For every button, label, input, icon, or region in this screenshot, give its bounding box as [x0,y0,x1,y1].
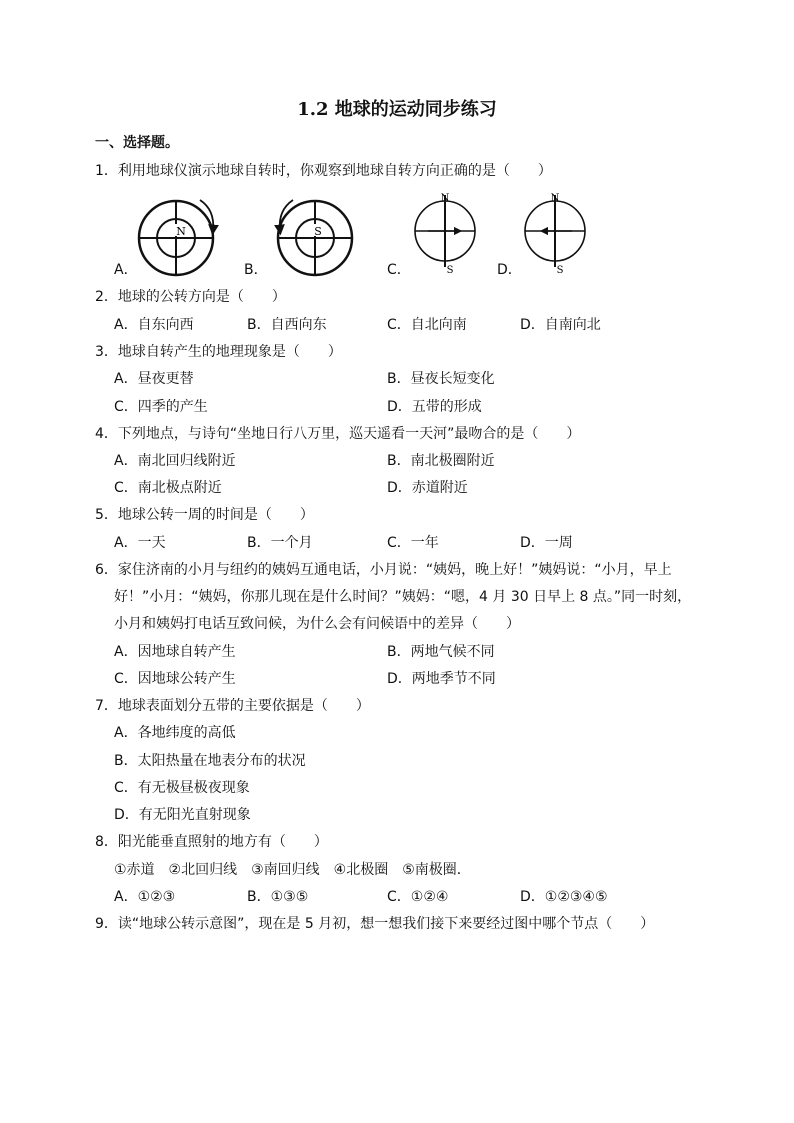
question-3-option-c[interactable]: C．四季的产生 [114,399,208,415]
figure-c-south-label: S [446,265,454,276]
section-heading: 一、选择题。 [95,135,179,151]
question-6-stem-line-3: 小月和姨妈打电话互致问候，为什么会有问候语中的差异（ ） [114,616,520,632]
question-3-stem: 3．地球自转产生的地理现象是（ ） [95,344,342,360]
question-4-option-c[interactable]: C．南北极点附近 [114,480,222,496]
figure-a-globe-icon [139,200,213,275]
question-3-option-d[interactable]: D．五带的形成 [387,399,482,415]
question-4-stem: 4．下列地点，与诗句“坐地日行八万里，巡天遥看一天河”最吻合的是（ ） [95,426,581,442]
figure-c-globe-icon [415,193,475,276]
question-1-option-b[interactable]: B． [244,262,268,278]
page-title: 1.2 地球的运动同步练习 [297,99,497,120]
question-6-stem-line-1: 6．家住济南的小月与纽约的姨妈互通电话，小月说：“姨妈，晚上好！”姨妈说：“小月，早上 [95,562,672,578]
question-8-option-b[interactable]: B．①③⑤ [247,889,309,905]
question-4-option-b[interactable]: B．南北极圈附近 [387,453,495,469]
question-7-option-d[interactable]: D．有无阳光直射现象 [114,807,251,823]
question-6-option-b[interactable]: B．两地气候不同 [387,644,495,660]
figure-b-center-label: S [314,225,322,238]
question-1-option-c[interactable]: C． [387,262,411,278]
question-2-option-d[interactable]: D．自南向北 [520,317,601,333]
question-5-option-b[interactable]: B．一个月 [247,535,313,551]
question-8-option-a[interactable]: A．①②③ [114,889,176,905]
question-7-stem: 7．地球表面划分五带的主要依据是（ ） [95,698,370,714]
figure-d-north-label: N [550,193,560,204]
question-5-option-c[interactable]: C．一年 [387,535,439,551]
question-8-option-c[interactable]: C．①②④ [387,889,449,905]
question-1-figures [0,185,794,305]
question-8-items: ①赤道 ②北回归线 ③南回归线 ④北极圈 ⑤南极圈． [114,862,471,878]
figure-a-center-label: N [176,225,186,238]
figure-d-south-label: S [556,265,564,276]
question-8-option-d[interactable]: D．①②③④⑤ [520,889,608,905]
question-9-stem: 9．读“地球公转示意图”，现在是 5 月初，想一想我们接下来要经过图中哪个节点（ ） [95,916,655,932]
question-6-stem-line-2: 好！”小月：“姨妈，你那儿现在是什么时间？”姨妈：“嗯，4 月 30 日早上 8 点。”同一时刻， [114,589,692,605]
question-6-option-a[interactable]: A．因地球自转产生 [114,644,236,660]
question-7-option-b[interactable]: B．太阳热量在地表分布的状况 [114,753,306,769]
question-1-option-d[interactable]: D． [497,262,522,278]
question-2-option-a[interactable]: A．自东向西 [114,317,194,333]
question-2-stem: 2．地球的公转方向是（ ） [95,289,286,305]
figure-d-globe-icon [525,193,585,276]
question-6-option-c[interactable]: C．因地球公转产生 [114,671,236,687]
figure-c-north-label: N [440,193,450,204]
question-6-option-d[interactable]: D．两地季节不同 [387,671,496,687]
question-1-option-a[interactable]: A． [114,262,138,278]
question-3-option-a[interactable]: A．昼夜更替 [114,371,194,387]
question-2-option-b[interactable]: B．自西向东 [247,317,327,333]
question-4-option-a[interactable]: A．南北回归线附近 [114,453,236,469]
question-3-option-b[interactable]: B．昼夜长短变化 [387,371,495,387]
question-5-option-d[interactable]: D．一周 [520,535,573,551]
question-5-stem: 5．地球公转一周的时间是（ ） [95,507,314,523]
question-8-stem: 8．阳光能垂直照射的地方有（ ） [95,834,328,850]
question-7-option-c[interactable]: C．有无极昼极夜现象 [114,780,250,796]
question-1-stem: 1．利用地球仪演示地球自转时，你观察到地球自转方向正确的是（ ） [95,163,552,179]
question-7-option-a[interactable]: A．各地纬度的高低 [114,725,236,741]
question-4-option-d[interactable]: D．赤道附近 [387,480,468,496]
figure-b-globe-icon [278,200,352,275]
question-2-option-c[interactable]: C．自北向南 [387,317,467,333]
question-5-option-a[interactable]: A．一天 [114,535,166,551]
